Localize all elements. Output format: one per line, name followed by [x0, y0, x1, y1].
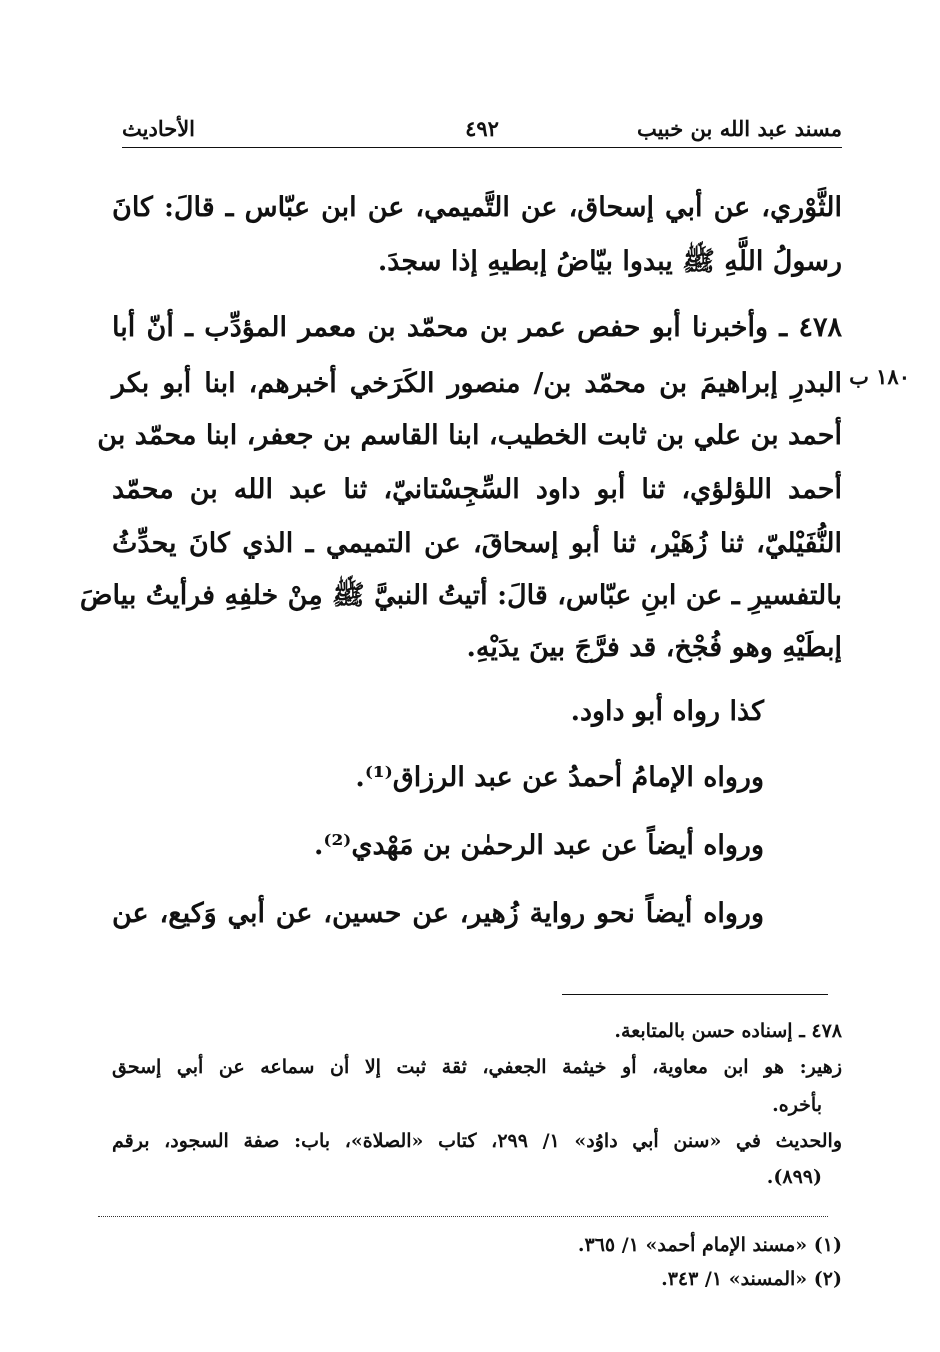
numbered-footnote-2: (٢) «المسند» ١/ ٣٤٣.: [661, 1268, 842, 1290]
manuscript-folio-note: ١٨٠ ب: [849, 364, 910, 389]
footnote-line: بأخره.: [772, 1094, 822, 1116]
body-line: الثَّوْري، عن أبي إسحاق، عن التَّميمي، عن ابن عبّاس ـ قالَ: كانَ: [112, 192, 842, 223]
body-line: أحمد بن علي بن ثابت الخطيب، ابنا القاسم بن جعفر، ابنا محمّد بن: [97, 420, 842, 451]
body-line: رسولُ اللَّهِ ﷺ يبدوا بيّاضُ إبطيهِ إذا سجدَ.: [377, 246, 842, 277]
book-title: مسند عبد الله بن خبيب: [636, 116, 842, 141]
body-line: ورواه أيضاً نحو رواية زُهير، عن حسين، عن أبي وَكيع، عن: [112, 898, 764, 929]
footnote-line: والحديث في «سنن أبي داوُد» ١/ ٢٩٩، كتاب «الصلاة»، باب: صفة السجود، برقم: [112, 1130, 842, 1152]
header-rule: [122, 147, 842, 148]
body-line: أحمد اللؤلؤي، ثنا أبو داود السِّجِسْتانيّ، ثنا عبد الله بن محمّد: [112, 474, 842, 505]
body-line: ورواه الإمامُ أحمدُ عن عبد الرزاق⁽¹⁾.: [355, 762, 764, 793]
body-line: البدرِ إبراهيمَ بن محمّد بن/ منصور الكَرَخي أخبرهم، ابنا أبو بكر: [112, 368, 842, 399]
footnote-line: زهير: هو ابن معاوية، أو خيثمة الجعفي، ثقة ثبت إلا أن سماعه عن أبي إسحق: [112, 1056, 842, 1078]
footnote-line: (٨٩٩).: [766, 1166, 822, 1188]
footnote-line: ٤٧٨ ـ إسناده حسن بالمتابعة.: [614, 1020, 842, 1042]
section-title: الأحاديث: [122, 116, 196, 141]
footnote-rule: [562, 994, 828, 995]
body-line: النُّفَيْليّ، ثنا زُهَيْر، ثنا أبو إسحاقَ، عن التميمي ـ الذي كانَ يحدِّثُ: [112, 528, 842, 559]
footnote-divider: [98, 1216, 828, 1217]
numbered-footnote-1: (١) «مسند الإمام أحمد» ١/ ٣٦٥.: [577, 1234, 842, 1256]
running-head: [122, 116, 842, 146]
body-line: كذا رواه أبو داود.: [570, 696, 764, 727]
page-number: ٤٩٢: [465, 116, 499, 141]
body-line: ورواه أيضاً عن عبد الرحمٰن بن مَهْدي⁽²⁾.: [314, 830, 764, 861]
body-line: إبطَيْهِ وهو فُجْخ، قد فرَّجَ بينَ يدَيْهِ.: [466, 632, 842, 663]
hadith-478-start: ٤٧٨ ـ وأخبرنا أبو حفص عمر بن محمّد بن معمر المؤدِّب ـ أنّ أبا: [112, 312, 842, 343]
body-line: بالتفسيرِ ـ عن ابنِ عبّاس، قالَ: أتيتُ النبيَّ ﷺ مِنْ خلفِهِ فرأيتُ بياضَ: [79, 580, 842, 611]
